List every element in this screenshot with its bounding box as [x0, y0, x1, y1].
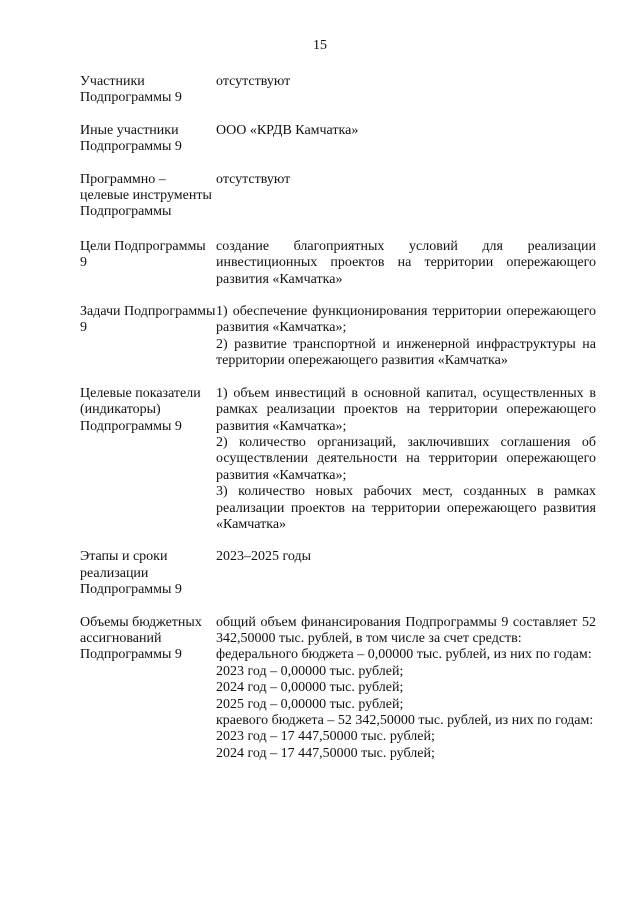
- value-line: 2023 год – 0,00000 тыс. рублей;: [216, 663, 404, 679]
- subprogram-passport-table: [80, 74, 596, 778]
- value-line: ООО «КРДВ Камчатка»: [216, 122, 359, 138]
- page-number: 15: [313, 38, 327, 53]
- value-line: общий объем финансирования Подпрограммы 9 составляет 52 342,50000 тыс. рублей, в том числе за счет средств:: [216, 614, 596, 646]
- passport-row-indicators: [80, 386, 596, 534]
- row-label: Объемы бюджетных ассигнований Подпрограммы 9: [80, 614, 202, 663]
- passport-row-goals: [80, 239, 596, 288]
- row-label: Целевые показатели (индикаторы) Подпрограммы 9: [80, 385, 201, 434]
- value-line: краевого бюджета – 52 342,50000 тыс. рублей, из них по годам:: [216, 713, 594, 728]
- value-line: 2) количество организаций, заключивших соглашения об осуществлении деятельности на территории опережающего развития «Камчатка»;: [216, 434, 596, 483]
- row-value: [216, 304, 596, 370]
- value-line: 2024 год – 17 447,50000 тыс. рублей;: [216, 745, 435, 761]
- row-label: Иные участники Подпрограммы 9: [80, 122, 182, 155]
- row-label: Программно – целевые инструменты Подпрограммы: [80, 171, 212, 220]
- value-line: создание благоприятных условий для реализации инвестиционных проектов на территории опережающего развития «Камчатка»: [216, 238, 596, 287]
- row-label: Участники Подпрограммы 9: [80, 74, 182, 106]
- row-label: Задачи Подпрограммы 9: [80, 304, 216, 336]
- value-line: 1) объем инвестиций в основной капитал, осуществленных в рамках реализации проектов на территории опережающего развития «Камчатка»;: [216, 385, 596, 434]
- value-line: федерального бюджета – 0,00000 тыс. рублей, из них по годам:: [216, 647, 592, 663]
- passport-row-tasks: [80, 304, 596, 370]
- value-line: 2024 год – 0,00000 тыс. рублей;: [216, 680, 404, 696]
- value-line: отсутствуют: [216, 171, 291, 187]
- value-line: 1) обеспечение функционирования территории опережающего развития «Камчатка»;: [216, 304, 596, 336]
- row-value: [216, 239, 596, 288]
- value-line: 3) количество новых рабочих мест, созданных в рамках реализации проектов на территории опережающего развития «Камчатка»: [216, 484, 596, 532]
- value-line: 2023–2025 годы: [216, 549, 312, 565]
- row-value: [216, 549, 596, 565]
- row-label: Этапы и сроки реализации Подпрограммы 9: [80, 549, 182, 598]
- passport-row-stages: [80, 549, 596, 598]
- passport-row-budget: [80, 615, 596, 763]
- row-value: [216, 615, 596, 763]
- row-value: [216, 74, 596, 90]
- row-value: [216, 172, 596, 188]
- passport-row-participants: [80, 74, 596, 107]
- row-value: [216, 386, 596, 534]
- value-line: 2) развитие транспортной и инженерной инфраструктуры на территории опережающего развития «Камчатка»: [216, 336, 596, 369]
- passport-row-instruments: [80, 172, 596, 221]
- row-label: Цели Подпрограммы 9: [80, 238, 206, 271]
- row-value: [216, 123, 596, 139]
- passport-row-other-participants: [80, 123, 596, 156]
- value-line: 2025 год – 0,00000 тыс. рублей;: [216, 696, 404, 712]
- value-line: 2023 год – 17 447,50000 тыс. рублей;: [216, 729, 435, 745]
- value-line: отсутствуют: [216, 74, 291, 89]
